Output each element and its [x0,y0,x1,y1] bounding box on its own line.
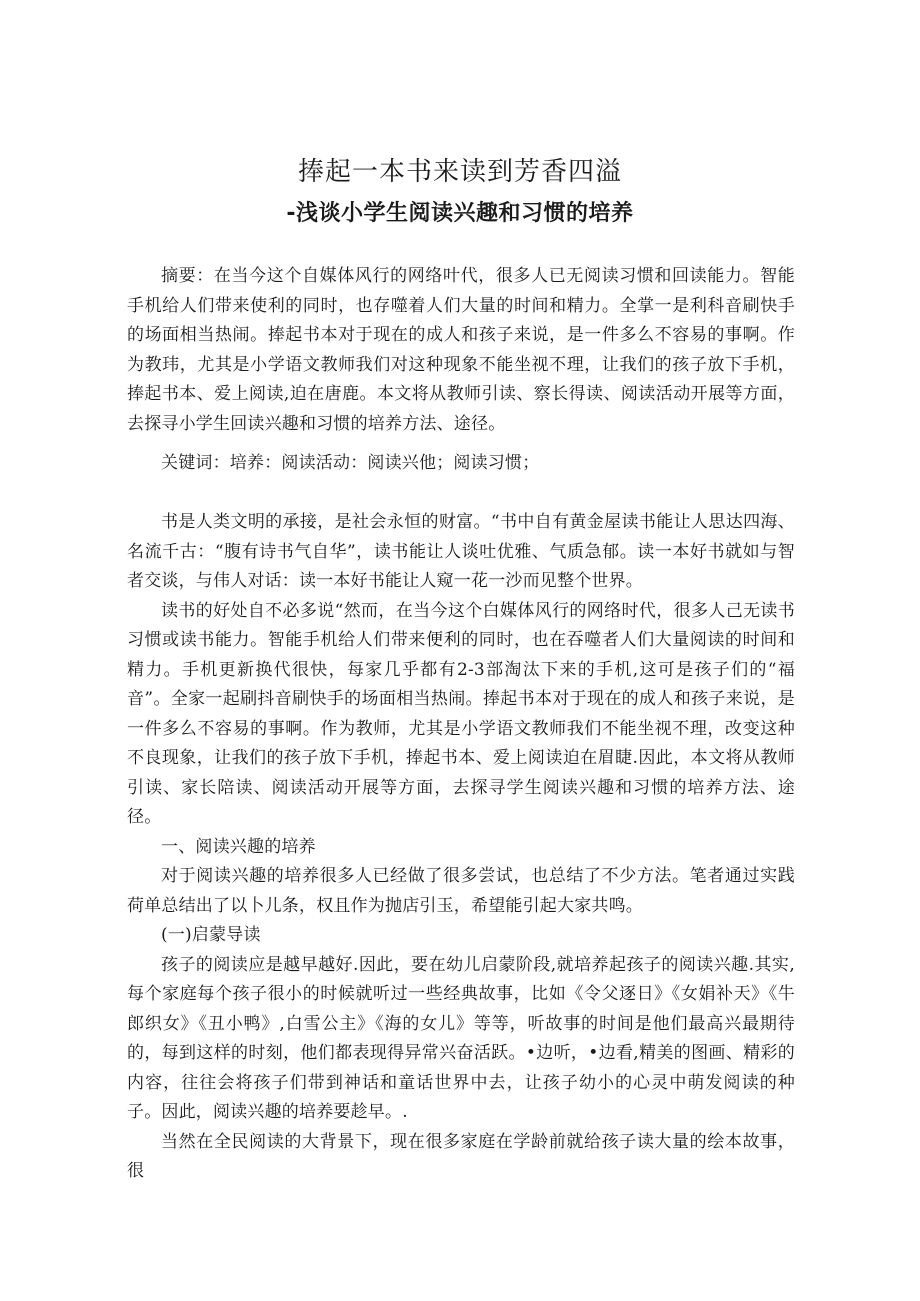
document-title: 捧起一本书来读到芳香四溢 [297,157,622,187]
body-paragraph: 读书的好处自不必多说“然而，在当今这个白媒体风行的网络时代，很多人己无读书习惯或读书能力。智能手机给人们带来便利的同时，也在吞噬者人们大量阅读的时间和精力。手机更新换代很快，每家几乎都有2-3部淘汰下来的手机,这可是孩子们的“福音”。全家一起刷抖音刷快手的场面相当热闹。捧起书本对于现在的成人和孩子来说，是一件多么不容易的事啊。作为教师，尤其是小学语文教师我们不能坐视不理，改变这种不良现象，让我们的孩子放下手机，捧起书本、爱上阅读迫在眉睫.因此，本文将从教师引读、家长陪读、阅读活动开展等方面，去探寻学生阅读兴趣和习惯的培养方法、途径。 [127,600,795,827]
document-subtitle: -浅谈小学生阅读兴趣和习惯的培养 [286,201,634,226]
abstract-section [127,262,795,439]
body-paragraph: 当然在全民阅读的大背景下，现在很多家庭在学龄前就给孩子读大量的绘本故事，很 [127,1131,795,1181]
keywords-section [127,449,795,479]
subsection-heading: (一)启蒙导读 [161,925,261,945]
body-paragraph: 书是人类文明的承接，是社会永恒的财富。“书中自有黄金屋读书能让人思达四海、名流千古：“腹有诗书气自华”，读书能让人谈吐优雅、气质急郁。读一本好书就如与智者交谈，与伟人对话：读一本好书能让人窥一花一沙而见整个世界。 [127,512,795,591]
keywords-line: 关键词：培养：阅读活动：阅读兴他；阅读习惯； [161,453,540,473]
body-paragraph: 对于阅读兴趣的培养很多人已经做了很多尝试，也总结了不少方法。笔者通过实践荷单总结出了以卜儿条，权且作为抛店引玉，希望能引起大家共鸣。 [127,866,795,916]
body-paragraph: 孩子的阅读应是越早越好.因此，要在幼儿启蒙阶段,就培养起孩子的阅读兴趣.其实,每个家庭每个孩子很小的时候就听过一些经典故事，比如《令父逐日》《女娟补天》《牛郎织女》《丑小鸭》,白雪公主》《海的女儿》等等，听故事的时间是他们最高兴最期待的，每到这样的时刻，他们都表现得异常兴奋活跃。•边听，•边看,精美的图画、精彩的内容，往往会将孩子们带到神话和童话世界中去，让孩子幼小的心灵中萌发阅读的种子。因此，阅读兴趣的培养要趁早。. [127,954,795,1122]
section-heading: 一、阅读兴趣的培养 [161,836,316,857]
body-section [127,508,795,1187]
abstract-paragraph: 摘要：在当今这个自媒体风行的网络叶代，很多人已无阅读习惯和回读能力。智能手机给人们带来使利的同时，也存噬着人们大量的时间和精力。全掌一是利科音刷快手的场面相当热闹。捧起书本对于现在的成人和孩子来说，是一件多么不容易的事啊。作为教玮，尤其是小学语文教师我们对这种现象不能坐视不理，让我们的孩子放下手机，捧起书本、爱上阅读,迫在唐鹿。本文将从教师引读、察长得读、阅读活动开展等方面，去探寻小学生回读兴趣和习惯的培养方法、途径。 [127,266,795,434]
